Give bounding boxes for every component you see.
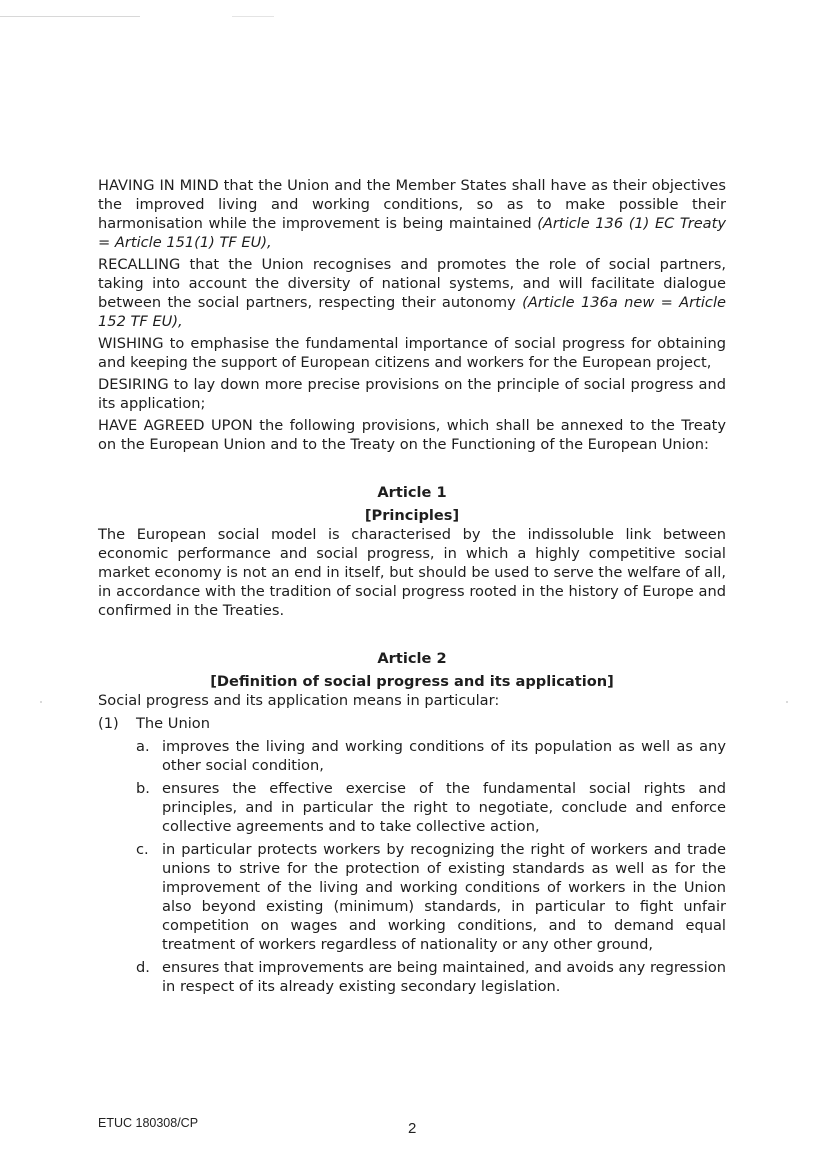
document-reference: ETUC 180308/CP [98,1116,199,1130]
list-letter: a. [136,738,150,755]
preamble-text: HAVE AGREED UPON the following provisions, which shall be annexed to the Treaty on the European Union and to the Treaty on the Functioning of the European Union: [98,417,726,453]
article-1-subtitle: [Principles] [364,507,460,524]
list-letter: c. [136,841,149,858]
list-text: in particular protects workers by recognizing the right of workers and trade unions to strive for the protection of existing standards as well as for the improvement of the living and working conditions of workers in the Union also beyond existing (minimum) standards, in particular to fight unfair competition on wages and working conditions, and to demand equal treatment of workers regardless of nationality or any other ground, [162,841,726,953]
scan-artifact-line [0,16,140,17]
list-item [136,840,726,954]
preamble-paragraph [98,375,726,413]
list-item [136,737,726,775]
list-item [136,958,726,996]
preamble-paragraph [98,334,726,372]
list-text: ensures the effective exercise of the fundamental social rights and principles, and in particular the right to negotiate, conclude and enforce collective agreements and to take collective action, [162,780,726,835]
treaty-reference: (Article 136a new = Article 152 TF EU), [98,294,726,330]
scan-artifact-line [232,16,274,17]
scan-speck [786,701,788,703]
preamble-text: WISHING to emphasise the fundamental importance of social progress for obtaining and keeping the support of European citizens and workers for the European project, [98,335,726,371]
preamble-text: DESIRING to lay down more precise provisions on the principle of social progress and its application; [98,376,726,412]
scan-speck [40,701,42,703]
list-letter: b. [136,780,150,797]
preamble-text: RECALLING that the Union recognises and promotes the role of social partners, taking into account the diversity of national systems, and will facilitate dialogue between the social partners, respecting their autonomy [98,256,726,311]
treaty-reference: (Article 136 (1) EC Treaty = Article 151(1) TF EU), [98,215,726,251]
preamble-paragraph [98,416,726,454]
preamble-text: HAVING IN MIND that the Union and the Member States shall have as their objectives the improved living and working conditions, so as to make possible their harmonisation while the improvement is being maintained [98,177,726,232]
list-letter: d. [136,959,150,976]
article-2-subtitle: [Definition of social progress and its application] [210,673,614,690]
list-item [136,779,726,836]
preamble-paragraph [98,255,726,331]
article-2-title: Article 2 [377,650,447,667]
document-body [98,176,726,1000]
article-2-intro: Social progress and its application means in particular: [98,692,500,709]
preamble-paragraph [98,176,726,252]
item-label: The Union [136,715,210,732]
article-1-body: The European social model is characterised by the indissoluble link between economic performance and social progress, in which a highly competitive social market economy is not an end in itself, but should be used to serve the welfare of all, in accordance with the tradition of social progress rooted in the history of Europe and confirmed in the Treaties. [98,526,726,619]
item-number: (1) [98,715,119,732]
page-number: 2 [408,1120,417,1137]
list-text: ensures that improvements are being maintained, and avoids any regression in respect of its already existing secondary legislation. [162,959,726,995]
article-1-title: Article 1 [377,484,447,501]
numbered-item [98,714,726,733]
list-text: improves the living and working conditions of its population as well as any other social condition, [162,738,726,774]
